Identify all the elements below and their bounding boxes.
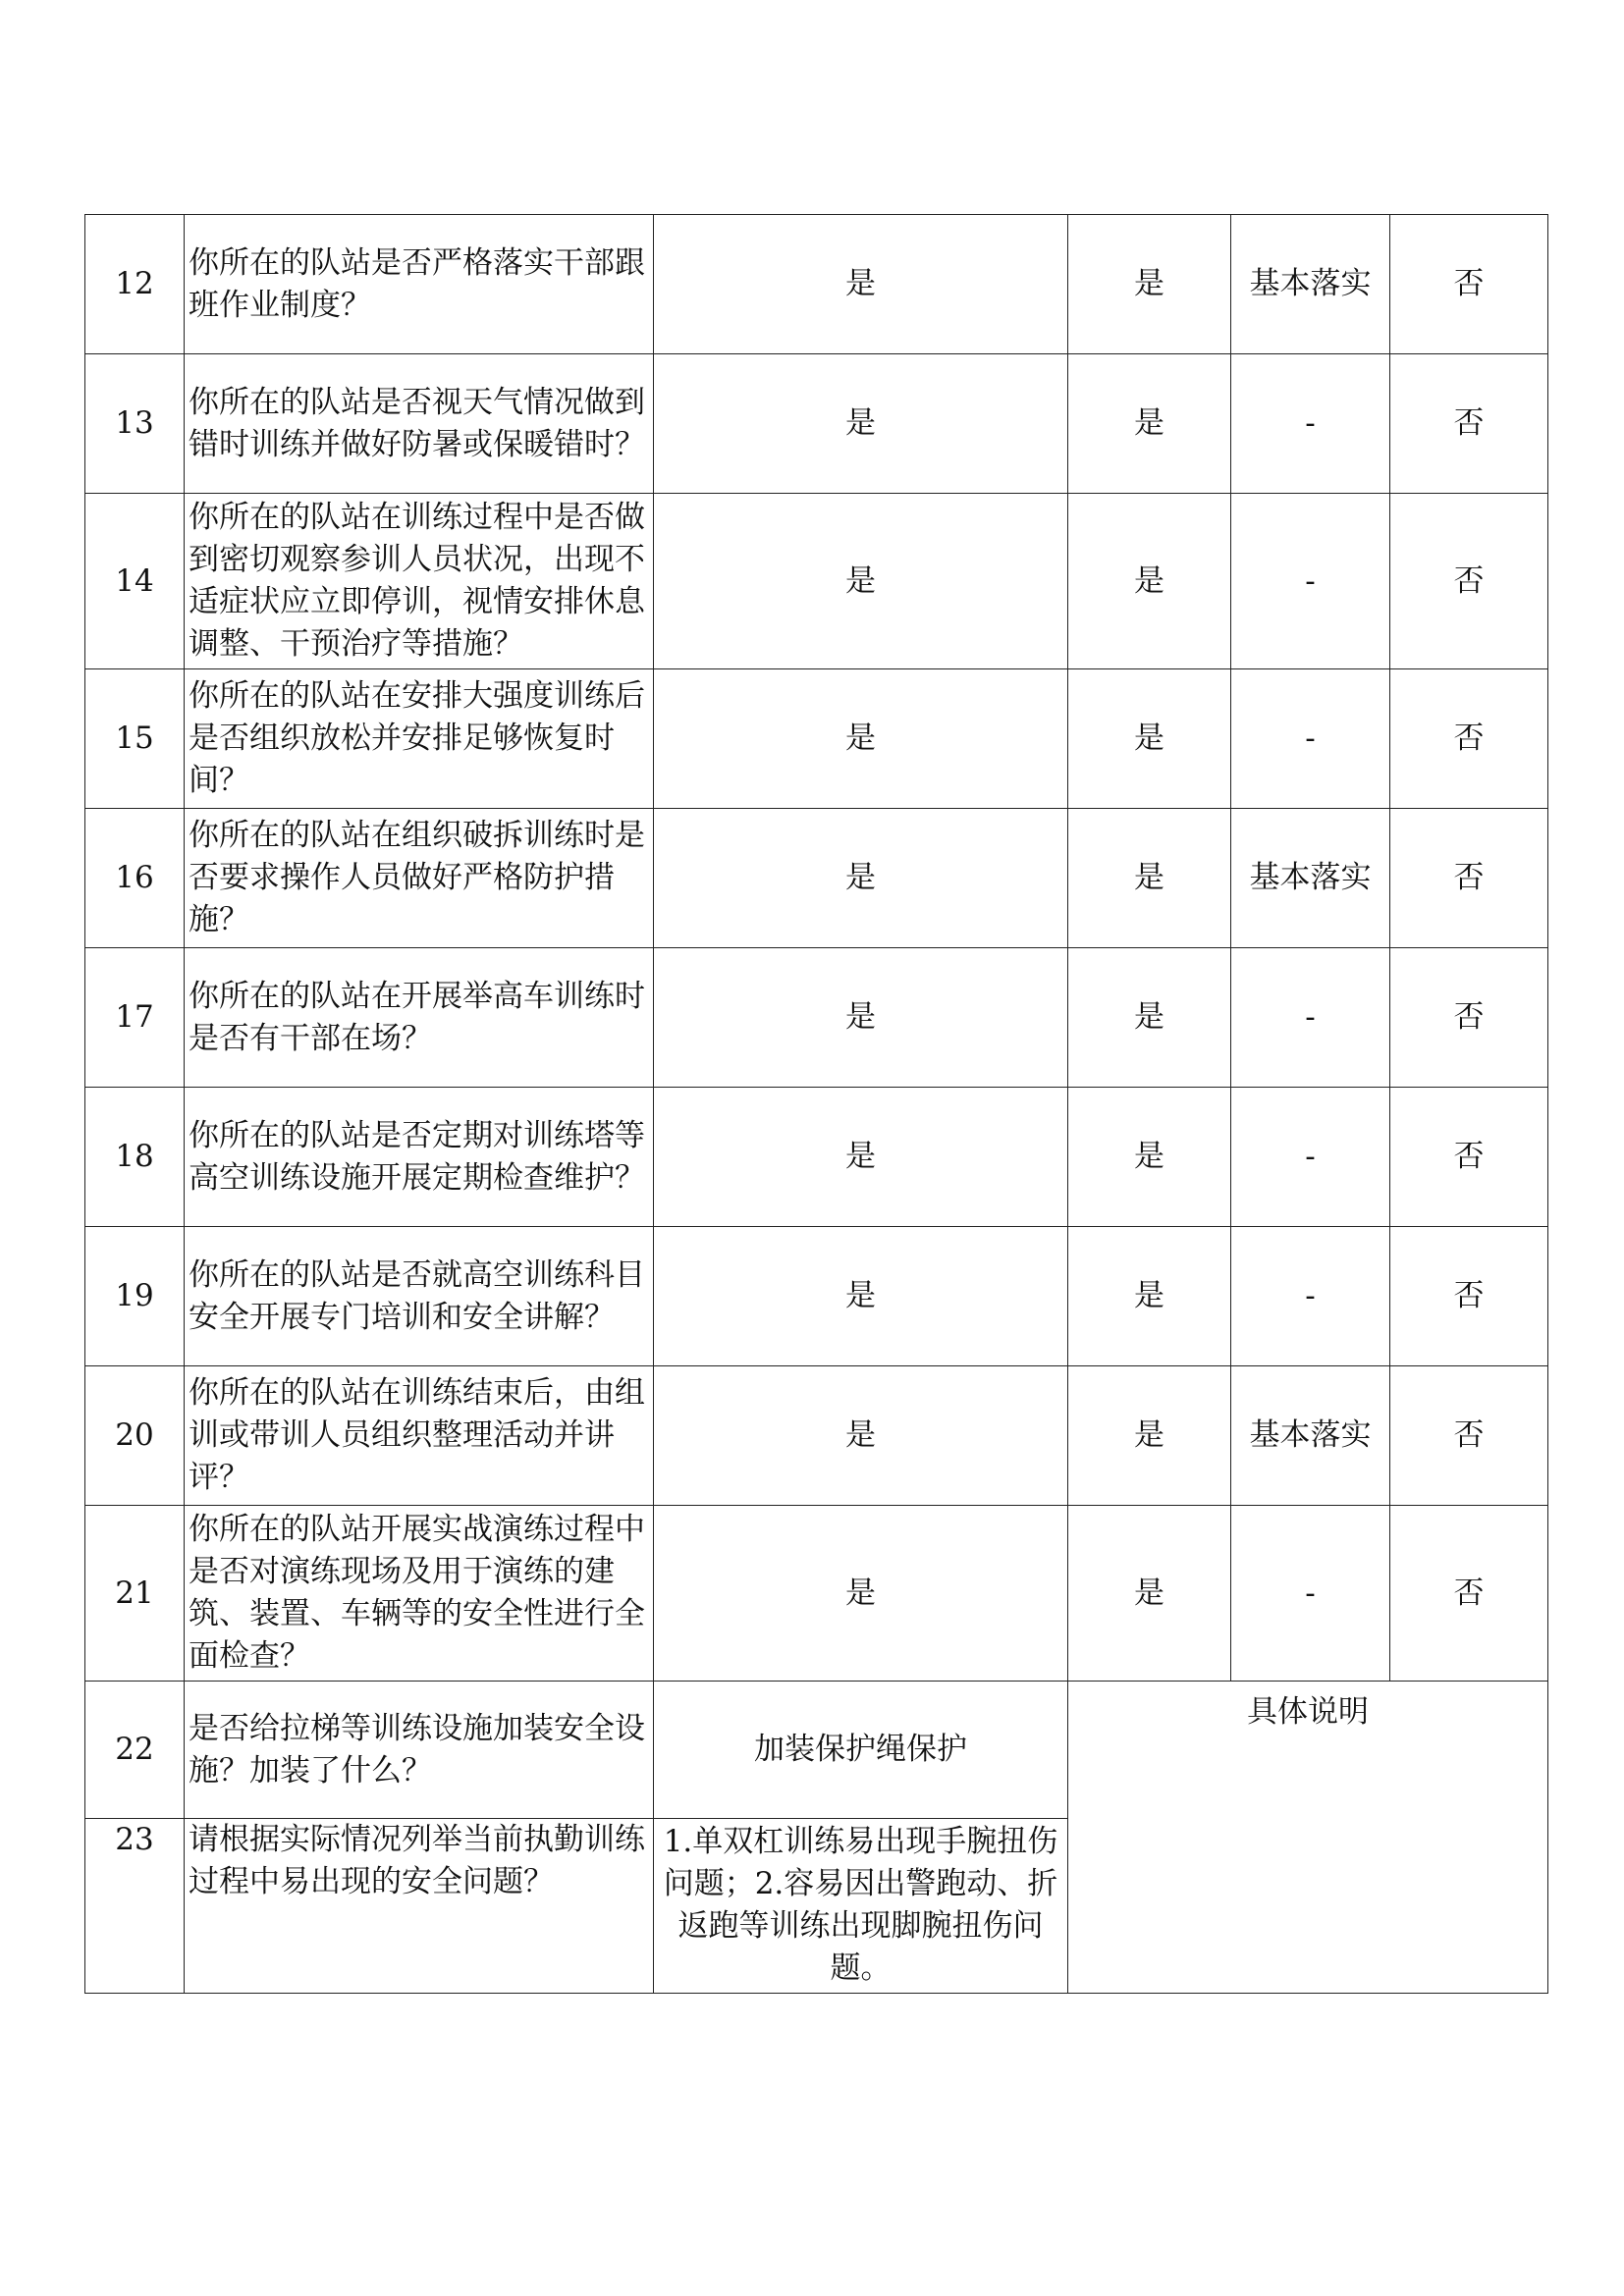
answer-cell: 是	[654, 948, 1068, 1088]
table-row	[85, 1506, 1548, 1682]
answer-cell: 是	[1068, 1088, 1231, 1227]
answer-cell: -	[1231, 494, 1390, 669]
question-text: 你所在的队站是否视天气情况做到错时训练并做好防暑或保暖错时？	[185, 354, 654, 494]
row-number: 17	[85, 948, 185, 1088]
answer-cell: 否	[1390, 948, 1548, 1088]
table-row	[85, 215, 1548, 354]
table-row	[85, 354, 1548, 494]
answer-cell: 否	[1390, 669, 1548, 809]
answer-cell: 是	[1068, 1506, 1231, 1682]
answer-cell: 是	[654, 1506, 1068, 1682]
answer-cell: 否	[1390, 215, 1548, 354]
table-row	[85, 1088, 1548, 1227]
question-text: 是否给拉梯等训练设施加装安全设施？加装了什么？	[185, 1682, 654, 1819]
answer-cell: 是	[654, 494, 1068, 669]
answer-cell: 是	[1068, 948, 1231, 1088]
answer-cell: 否	[1390, 809, 1548, 948]
question-text: 你所在的队站开展实战演练过程中是否对演练现场及用于演练的建筑、装置、车辆等的安全性进行全面检查？	[185, 1506, 654, 1682]
question-text: 你所在的队站是否严格落实干部跟班作业制度？	[185, 215, 654, 354]
answer-cell: -	[1231, 354, 1390, 494]
row-number: 13	[85, 354, 185, 494]
row-number: 12	[85, 215, 185, 354]
row-number: 18	[85, 1088, 185, 1227]
answer-cell: 是	[1068, 494, 1231, 669]
answer-cell: 基本落实	[1231, 1366, 1390, 1506]
question-text: 你所在的队站在开展举高车训练时是否有干部在场？	[185, 948, 654, 1088]
description-cell	[1068, 1682, 1548, 1994]
table-row	[85, 809, 1548, 948]
answer-cell: 是	[1068, 669, 1231, 809]
answer-cell: 是	[654, 1227, 1068, 1366]
answer-cell: 是	[1068, 354, 1231, 494]
answer-cell: -	[1231, 1506, 1390, 1682]
answer-cell: 是	[1068, 809, 1231, 948]
row-number: 23	[85, 1819, 185, 1994]
answer-cell: -	[1231, 1227, 1390, 1366]
answer-cell: -	[1231, 669, 1390, 809]
answer-cell: 是	[654, 215, 1068, 354]
row-number: 16	[85, 809, 185, 948]
table-row	[85, 669, 1548, 809]
answer-cell: 是	[1068, 1227, 1231, 1366]
description-label: 具体说明	[1247, 1694, 1369, 1730]
question-text: 你所在的队站是否就高空训练科目安全开展专门培训和安全讲解？	[185, 1227, 654, 1366]
answer-cell: 1.单双杠训练易出现手腕扭伤问题；2.容易因出警跑动、折返跑等训练出现脚腕扭伤问题。	[654, 1819, 1068, 1994]
row-number: 20	[85, 1366, 185, 1506]
table-row	[85, 1366, 1548, 1506]
answer-cell: 基本落实	[1231, 809, 1390, 948]
answer-cell: 是	[654, 354, 1068, 494]
answer-cell: 是	[654, 1088, 1068, 1227]
question-text: 请根据实际情况列举当前执勤训练过程中易出现的安全问题？	[185, 1819, 654, 1994]
answer-cell: 否	[1390, 1366, 1548, 1506]
answer-cell: 是	[1068, 1366, 1231, 1506]
answer-cell: 否	[1390, 494, 1548, 669]
answer-cell: 是	[654, 669, 1068, 809]
row-number: 19	[85, 1227, 185, 1366]
table-row	[85, 1682, 1548, 1819]
answer-cell: 是	[654, 809, 1068, 948]
answer-cell: -	[1231, 948, 1390, 1088]
answer-cell: 否	[1390, 1088, 1548, 1227]
question-text: 你所在的队站在训练结束后，由组训或带训人员组织整理活动并讲评？	[185, 1366, 654, 1506]
row-number: 21	[85, 1506, 185, 1682]
table-row	[85, 948, 1548, 1088]
table-row	[85, 494, 1548, 669]
row-number: 15	[85, 669, 185, 809]
answer-cell: 是	[1068, 215, 1231, 354]
answer-cell: -	[1231, 1088, 1390, 1227]
question-text: 你所在的队站在组织破拆训练时是否要求操作人员做好严格防护措施？	[185, 809, 654, 948]
answer-cell: 是	[654, 1366, 1068, 1506]
table-row	[85, 1227, 1548, 1366]
row-number: 14	[85, 494, 185, 669]
answer-cell: 加装保护绳保护	[654, 1682, 1068, 1819]
survey-table	[84, 214, 1548, 1994]
question-text: 你所在的队站在训练过程中是否做到密切观察参训人员状况，出现不适症状应立即停训，视情安排休息调整、干预治疗等措施？	[185, 494, 654, 669]
question-text: 你所在的队站在安排大强度训练后是否组织放松并安排足够恢复时间？	[185, 669, 654, 809]
row-number: 22	[85, 1682, 185, 1819]
answer-cell: 基本落实	[1231, 215, 1390, 354]
answer-cell: 否	[1390, 354, 1548, 494]
question-text: 你所在的队站是否定期对训练塔等高空训练设施开展定期检查维护？	[185, 1088, 654, 1227]
answer-cell: 否	[1390, 1227, 1548, 1366]
answer-cell: 否	[1390, 1506, 1548, 1682]
